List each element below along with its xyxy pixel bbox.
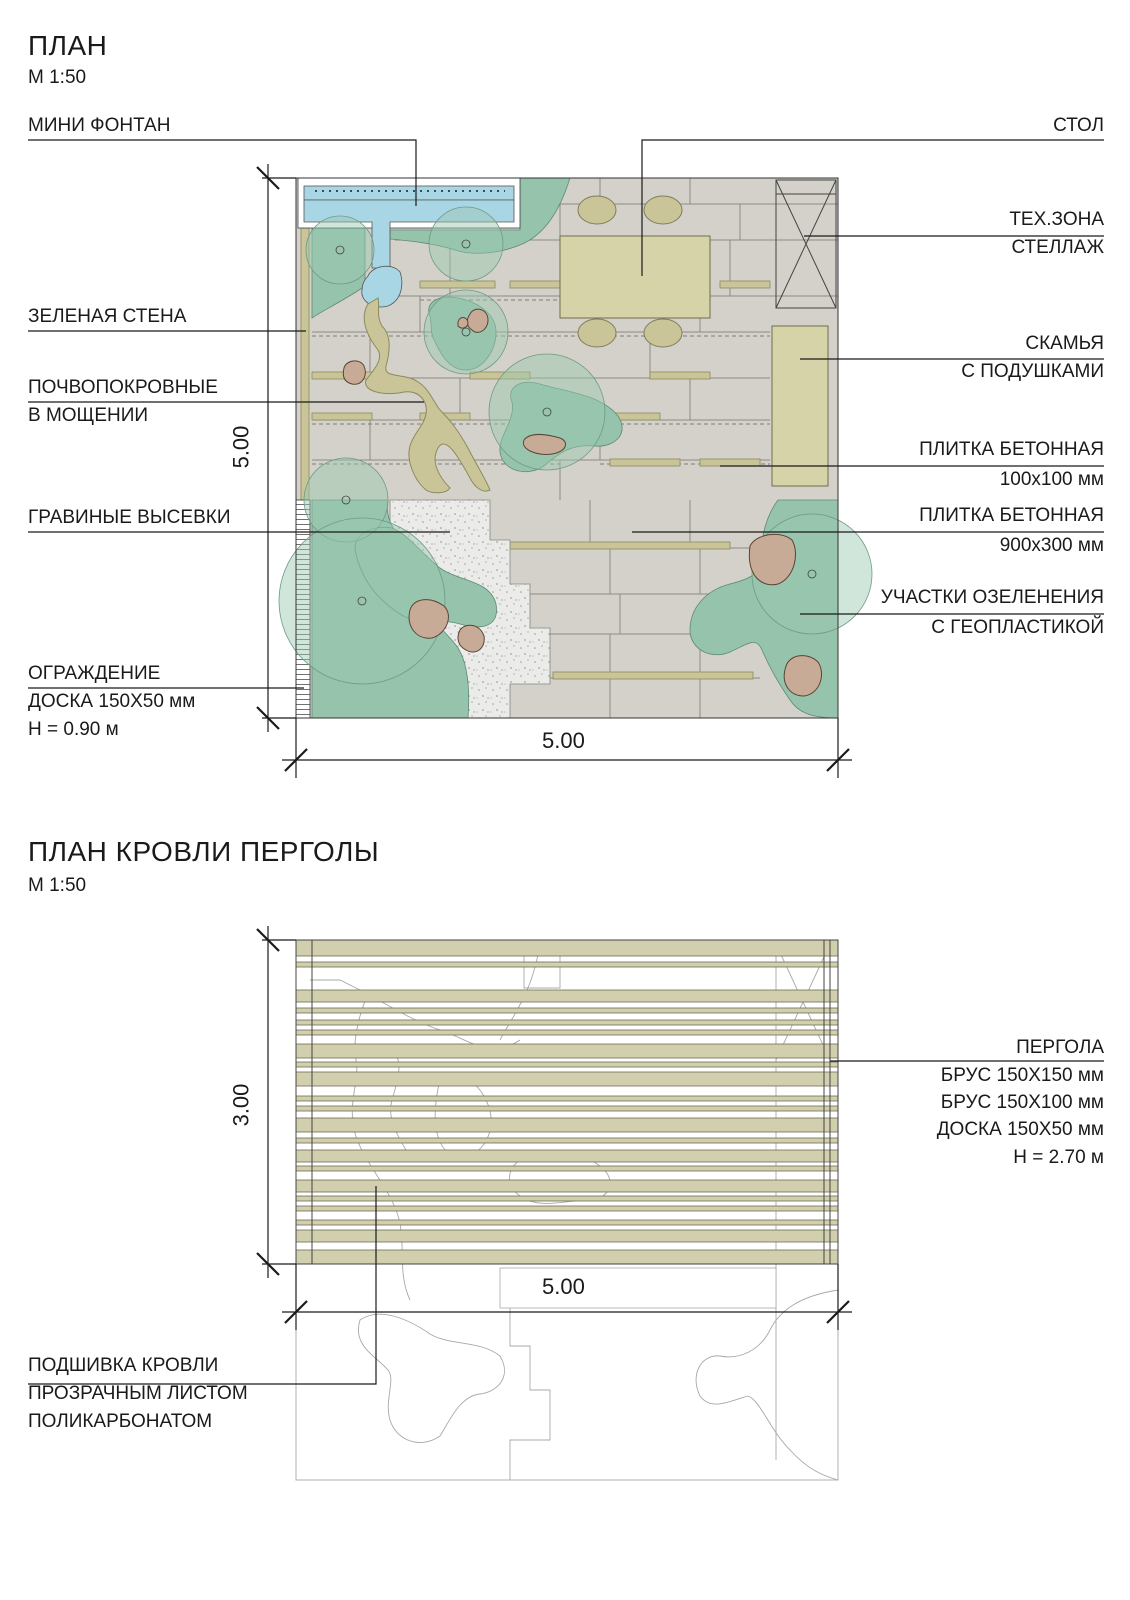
label-planting-line1: УЧАСТКИ ОЗЕЛЕНЕНИЯ	[880, 587, 1104, 608]
label-tile-900-line1: ПЛИТКА БЕТОННАЯ	[919, 505, 1104, 526]
green-wall	[301, 228, 309, 500]
label-bench-line1: СКАМЬЯ	[1025, 333, 1104, 354]
label-fence-line3: Н = 0.90 м	[28, 719, 119, 740]
label-gravel: ГРАВИНЫЕ ВЫСЕВКИ	[28, 507, 231, 528]
label-groundcover-line1: ПОЧВОПОКРОВНЫЕ	[28, 377, 218, 398]
label-roof-lining-line1: ПОДШИВКА КРОВЛИ	[28, 1355, 219, 1376]
plan-dim-width: 5.00	[542, 728, 585, 753]
table	[560, 236, 710, 318]
roof-dim-height: 3.00	[228, 1083, 254, 1127]
label-tech-zone-line2: СТЕЛЛАЖ	[1011, 237, 1104, 258]
roof-dim-width: 5.00	[542, 1274, 585, 1299]
pergola-posts	[296, 940, 838, 1264]
label-groundcover-line2: В МОЩЕНИИ	[28, 405, 149, 426]
label-pergola-line1: ПЕРГОЛА	[1016, 1037, 1104, 1058]
label-bench-line2: С ПОДУШКАМИ	[961, 361, 1104, 382]
plan-drawing	[279, 178, 872, 718]
label-pergola-line5: Н = 2.70 м	[1013, 1147, 1104, 1168]
plan-scale: М 1:50	[28, 67, 87, 88]
roof-scale: М 1:50	[28, 875, 87, 896]
roof-title: ПЛАН КРОВЛИ ПЕРГОЛЫ	[28, 836, 380, 867]
label-green-wall: ЗЕЛЕНАЯ СТЕНА	[28, 306, 187, 327]
label-tile-900-line2: 900х300 мм	[999, 535, 1104, 556]
plan-title: ПЛАН	[28, 30, 108, 61]
label-tile-100-line1: ПЛИТКА БЕТОННАЯ	[919, 439, 1104, 460]
label-table: СТОЛ	[1053, 115, 1104, 136]
label-roof-lining-line2: ПРОЗРАЧНЫМ ЛИСТОМ	[28, 1383, 248, 1404]
label-fence-line2: ДОСКА 150Х50 мм	[28, 691, 196, 712]
bench	[772, 326, 828, 486]
label-mini-fountain: МИНИ ФОНТАН	[28, 115, 171, 136]
label-roof-lining-line3: ПОЛИКАРБОНАТОМ	[28, 1411, 213, 1432]
label-tile-100-line2: 100х100 мм	[999, 469, 1104, 490]
label-pergola-line3: БРУС 150Х100 мм	[940, 1092, 1104, 1113]
label-pergola-line4: ДОСКА 150Х50 мм	[936, 1119, 1104, 1140]
pergola-beams	[296, 940, 838, 1264]
roof-plan-drawing	[296, 940, 838, 1480]
label-fence-line1: ОГРАЖДЕНИЕ	[28, 663, 161, 684]
label-planting-line2: С ГЕОПЛАСТИКОЙ	[931, 617, 1104, 638]
label-tech-zone-line1: ТЕХ.ЗОНА	[1009, 209, 1104, 230]
plan-dim-height: 5.00	[228, 425, 254, 469]
label-pergola-line2: БРУС 150Х150 мм	[940, 1065, 1104, 1086]
